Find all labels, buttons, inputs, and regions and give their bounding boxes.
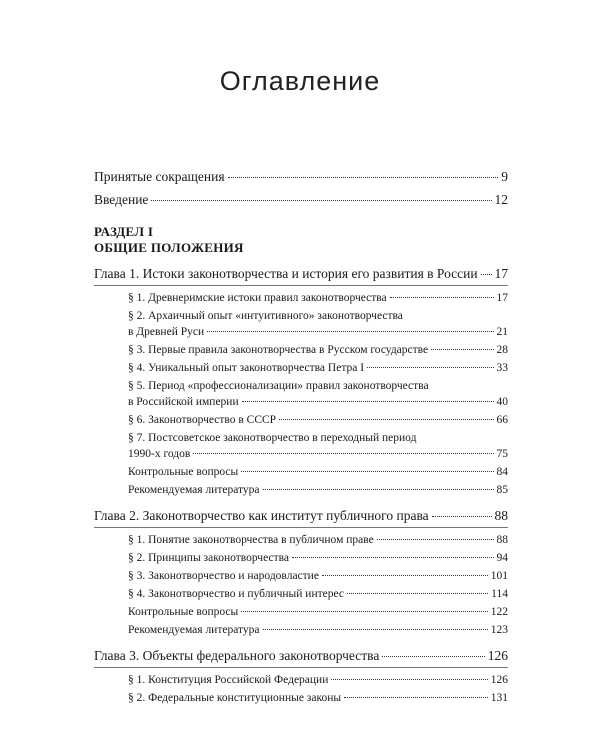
divider <box>94 667 508 668</box>
leader-dots <box>344 697 488 698</box>
entry-page: 85 <box>496 484 508 496</box>
entry-title: § 1. Понятие законотворчества в публичном праве <box>128 534 374 546</box>
entry-title: Рекомендуемая литература <box>128 484 260 496</box>
leader-dots <box>382 656 484 657</box>
toc-entry[interactable] <box>128 622 508 638</box>
toc-entry[interactable] <box>128 672 508 688</box>
entry-page: 40 <box>496 396 508 408</box>
entry-page: 12 <box>494 192 508 207</box>
entry-page: 84 <box>496 466 508 478</box>
entry-title: Рекомендуемая литература <box>128 624 260 636</box>
leader-dots <box>263 629 488 630</box>
chapter-title: Глава 2. Законотворчество как институт публичного права <box>94 508 429 523</box>
toc-entry[interactable] <box>128 690 508 706</box>
leader-dots <box>390 297 494 298</box>
leader-dots <box>207 331 493 332</box>
entry-page: 33 <box>496 362 508 374</box>
entry-title: Введение <box>94 192 149 207</box>
entry-page: 126 <box>490 674 508 686</box>
entry-title: Контрольные вопросы <box>128 606 239 618</box>
toc-entry[interactable] <box>128 568 508 584</box>
toc-entry[interactable] <box>128 446 508 462</box>
leader-dots <box>241 611 488 612</box>
entry-title: § 4. Законотворчество и публичный интерес <box>128 588 344 600</box>
toc-entry[interactable] <box>128 604 508 620</box>
toc-entry[interactable] <box>128 532 508 548</box>
entry-page: 94 <box>496 552 508 564</box>
chapter-title: Глава 1. Истоки законотворчества и история его развития в России <box>94 266 478 281</box>
entry-title: § 3. Первые правила законотворчества в Русском государстве <box>128 344 429 356</box>
leader-dots <box>322 575 488 576</box>
entry-title: § 1. Древнеримские истоки правил законотворчества <box>128 292 387 304</box>
entry-page: 75 <box>496 448 508 460</box>
toc-entry[interactable] <box>128 586 508 602</box>
entry-title: в Древней Руси <box>128 326 205 338</box>
leader-dots <box>377 539 494 540</box>
toc-entry[interactable] <box>128 550 508 566</box>
entry-title-line1: § 7. Постсоветское законотворчество в переходный период <box>128 432 417 444</box>
entry-title: в Российской империи <box>128 396 239 408</box>
section-number: РАЗДЕЛ I <box>94 224 154 239</box>
toc-entry[interactable] <box>128 464 508 480</box>
chapter-page: 88 <box>494 508 508 523</box>
entry-title: Контрольные вопросы <box>128 466 239 478</box>
page-title: Оглавление <box>219 66 381 96</box>
leader-dots <box>193 453 493 454</box>
entry-title: § 4. Уникальный опыт законотворчества Петра I <box>128 362 365 374</box>
entry-page: 88 <box>496 534 508 546</box>
toc-entry[interactable] <box>128 360 508 376</box>
leader-dots <box>242 401 494 402</box>
leader-dots <box>279 419 493 420</box>
chapter-page: 126 <box>487 648 508 663</box>
entry-page: 131 <box>490 692 508 704</box>
entry-title: 1990-х годов <box>128 448 191 460</box>
entry-title: § 2. Принципы законотворчества <box>128 552 289 564</box>
entry-title: § 3. Законотворчество и народовластие <box>128 570 319 582</box>
entry-page: 9 <box>501 169 508 184</box>
chapter-title: Глава 3. Объекты федерального законотворчества <box>94 648 380 663</box>
toc-entry[interactable] <box>128 324 508 340</box>
chapter-entry[interactable] <box>94 266 508 282</box>
divider <box>94 527 508 528</box>
entry-page: 101 <box>490 570 508 582</box>
chapter-page: 17 <box>494 266 508 281</box>
entry-page: 123 <box>490 624 508 636</box>
entry-page: 122 <box>490 606 508 618</box>
toc-entry[interactable] <box>94 169 508 185</box>
divider <box>94 285 508 286</box>
leader-dots <box>263 489 494 490</box>
entry-page: 66 <box>496 414 508 426</box>
entry-page: 17 <box>496 292 508 304</box>
toc-entry[interactable] <box>128 412 508 428</box>
leader-dots <box>347 593 488 594</box>
leader-dots <box>151 200 491 201</box>
entry-page: 114 <box>491 588 508 600</box>
entry-page: 28 <box>496 344 508 356</box>
toc-entry[interactable] <box>94 192 508 208</box>
entry-title: Принятые сокращения <box>94 169 225 184</box>
chapter-entry[interactable] <box>94 648 508 664</box>
leader-dots <box>431 349 493 350</box>
chapter-entry[interactable] <box>94 508 508 524</box>
entry-title-line1: § 2. Архаичный опыт «интуитивного» законотворчества <box>128 310 403 322</box>
entry-page: 21 <box>496 326 508 338</box>
toc-entry[interactable] <box>128 482 508 498</box>
leader-dots <box>292 557 494 558</box>
leader-dots <box>432 516 492 517</box>
section-title: ОБЩИЕ ПОЛОЖЕНИЯ <box>94 240 244 255</box>
leader-dots <box>481 274 492 275</box>
toc-entry[interactable] <box>128 342 508 358</box>
leader-dots <box>367 367 493 368</box>
leader-dots <box>331 679 487 680</box>
leader-dots <box>241 471 493 472</box>
leader-dots <box>228 177 499 178</box>
toc-entry[interactable] <box>128 394 508 410</box>
entry-title: § 6. Законотворчество в СССР <box>128 414 277 426</box>
entry-title: § 2. Федеральные конституционные законы <box>128 692 342 704</box>
toc-entry[interactable] <box>128 290 508 306</box>
entry-title-line1: § 5. Период «профессионализации» правил законотворчества <box>128 380 429 392</box>
entry-title: § 1. Конституция Российской Федерации <box>128 674 329 686</box>
